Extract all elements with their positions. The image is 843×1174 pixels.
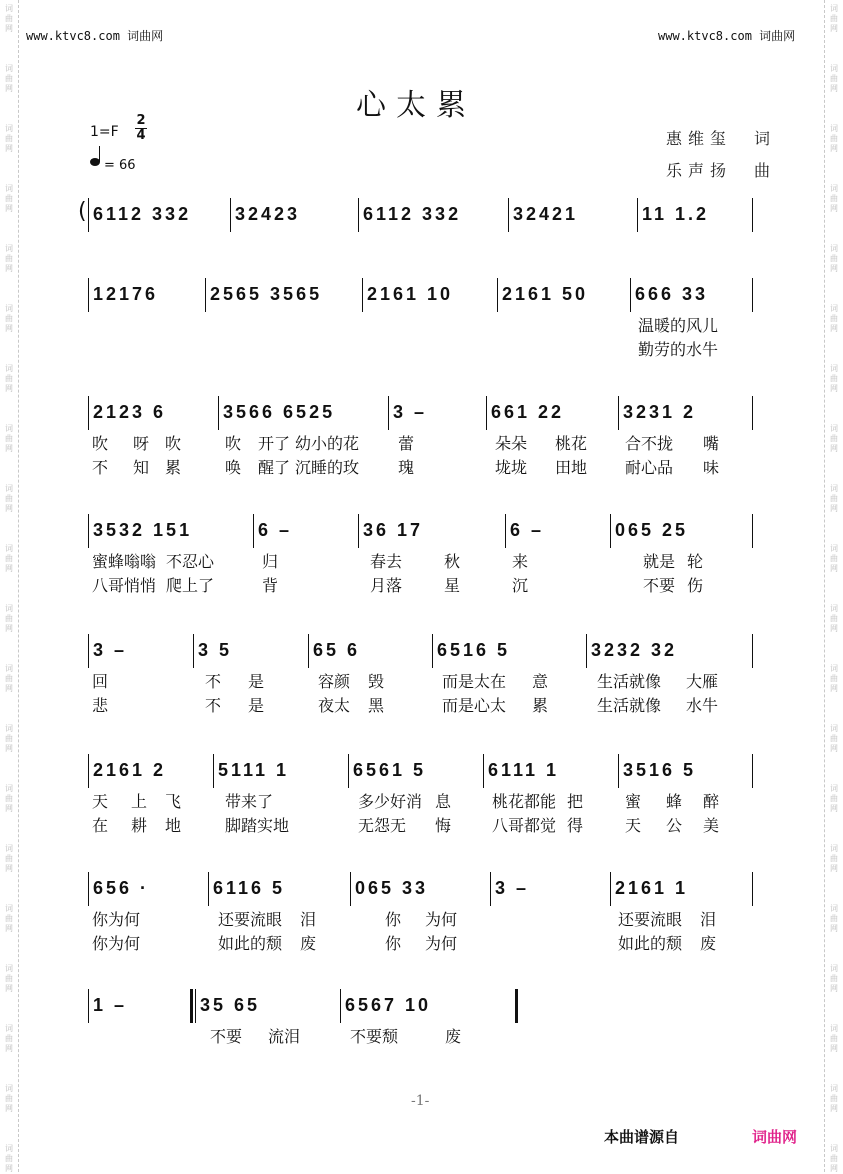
lyric-verse-1: 嘴 [703,434,720,453]
watermark-text: 词 曲 网 [830,1144,838,1173]
measure: 2161 10 [367,284,454,304]
watermark-text: 词 曲 网 [5,1084,13,1113]
lyric-verse-2: 而是心太 [442,696,507,715]
lyric-verse-1: 而是太在 [442,672,507,691]
barline [88,198,89,232]
time-signature-top: 2 [136,113,146,128]
lyric-verse-2: 水牛 [686,696,719,715]
lyric-verse-2: 得 [567,816,584,835]
measure: 6561 5 [353,760,427,780]
watermark-text: 词 曲 网 [830,304,838,333]
barline [88,872,89,906]
barline [253,514,254,548]
barline [618,754,619,788]
watermark-text: 词 曲 网 [830,364,838,393]
lyric-verse-1: 不要颓 [350,1027,399,1046]
barline [610,514,611,548]
measure: 065 33 [355,878,429,898]
lyric-verse-1: 还要流眼 [618,910,683,929]
measure: 2161 2 [93,760,167,780]
barline [358,514,359,548]
lyric-verse-2: 在 [92,816,109,835]
lyric-verse-2: 夜太 [318,696,351,715]
watermark-text: 词 曲 网 [830,184,838,213]
watermark-text: 词 曲 网 [830,964,838,993]
lyric-verse-1: 上 [131,792,148,811]
lyric-verse-1: 醉 [703,792,720,811]
measure: 3532 151 [93,520,193,540]
barline [88,989,89,1023]
lyric-verse-1: 你 [385,910,402,929]
watermark-text: 词 曲 网 [830,4,838,33]
barline [88,754,89,788]
watermark-text: 词 曲 网 [5,304,13,333]
barline [752,634,753,668]
lyric-verse-1: 不要 [210,1027,243,1046]
barline [358,198,359,232]
lyric-verse-2: 背 [262,576,279,595]
barline [483,754,484,788]
measure: 6116 5 [213,878,286,898]
time-signature-bottom: 4 [136,128,146,143]
lyric-verse-1: 息 [435,792,452,811]
measure: 11 1.2 [642,204,710,224]
watermark-text: 词 曲 网 [5,724,13,753]
lyric-verse-2: 你为何 [92,934,141,953]
measure: 3566 6525 [223,402,336,422]
lyric-verse-1: 蜜 [625,792,642,811]
barline [362,278,363,312]
lyric-verse-2: 星 [444,576,461,595]
measure: 32423 [235,204,301,224]
measure: 2161 50 [502,284,589,304]
lyric-verse-1: 容颜 [318,672,351,691]
measure: 6567 10 [345,995,432,1015]
lyric-verse-2: 耐心品 [625,458,674,477]
opening-parenthesis: ( [78,199,87,224]
measure: 6 – [258,520,293,540]
lyric-verse-1: 飞 [165,792,182,811]
source-label: 本曲谱源自 [604,1128,680,1146]
right-margin [824,0,843,1172]
measure: 35 65 [200,995,261,1015]
measure: 6112 332 [93,204,192,224]
measure: 6112 332 [363,204,462,224]
lyric-verse-2: 八哥都觉 [492,816,557,835]
lyric-verse-1: 开了 [258,434,291,453]
barline [340,989,341,1023]
lyric-verse-2: 地 [165,816,182,835]
barline [515,989,518,1023]
lyric-verse-2: 悲 [92,696,109,715]
lyric-verse-1: 意 [532,672,549,691]
measure: 1 – [93,995,128,1015]
barline [630,278,631,312]
barline [586,634,587,668]
page-title: 心太累 [356,88,476,123]
time-signature [135,114,147,143]
barline [508,198,509,232]
lyric-verse-1: 秋 [444,552,461,571]
barline [752,754,753,788]
watermark-text: 词 曲 网 [5,1024,13,1053]
composer-credit: 乐声扬 曲 [666,161,777,180]
lyric-verse-1: 是 [248,672,265,691]
lyric-verse-2: 黑 [368,696,385,715]
repeat-sign [190,989,197,1023]
lyric-verse-1: 毁 [368,672,385,691]
measure: 3516 5 [623,760,697,780]
lyric-verse-2: 醒了 [258,458,291,477]
watermark-text: 词 曲 网 [830,844,838,873]
lyric-verse-1: 泪 [300,910,317,929]
watermark-text: 词 曲 网 [830,784,838,813]
lyric-verse-2: 味 [703,458,720,477]
measure: 3232 32 [591,640,678,660]
measure: 3 – [495,878,530,898]
barline [205,278,206,312]
watermark-text: 词 曲 网 [5,424,13,453]
lyric-verse-2: 唤 [225,458,242,477]
watermark-text: 词 曲 网 [5,64,13,93]
lyric-verse-1: 不 [205,672,222,691]
lyric-verse-1: 蜂 [666,792,683,811]
lyric-verse-1: 就是 [643,552,676,571]
barline [490,872,491,906]
watermark-text: 词 曲 网 [5,844,13,873]
barline [637,198,638,232]
measure: 3231 2 [623,402,697,422]
lyric-verse-1: 吹 [165,434,182,453]
lyric-verse-1: 归 [262,552,279,571]
lyric-verse-1: 吹 [225,434,242,453]
lyricist-credit: 惠维玺 词 [666,129,777,148]
barline [618,396,619,430]
lyric-verse-2: 田地 [555,458,588,477]
lyric-verse-2: 沉 [512,576,529,595]
measure: 3 – [393,402,428,422]
lyric-verse-2: 是 [248,696,265,715]
lyric-verse-2: 月落 [370,576,403,595]
watermark-text: 词 曲 网 [830,664,838,693]
lyric-verse-2: 天 [625,816,642,835]
watermark-text: 词 曲 网 [830,124,838,153]
watermark-text: 词 曲 网 [5,904,13,933]
measure: 2565 3565 [210,284,323,304]
lyric-verse-2: 不 [92,458,109,477]
lyric-verse-2: 生活就像 [597,696,662,715]
barline [505,514,506,548]
measure: 2161 1 [615,878,689,898]
watermark-text: 词 曲 网 [5,1144,13,1173]
watermark-text: 词 曲 网 [5,184,13,213]
lyric-verse-2: 垅垅 [495,458,528,477]
barline [193,634,194,668]
barline [388,396,389,430]
watermark-text: 词 曲 网 [5,604,13,633]
measure: 661 22 [491,402,565,422]
watermark-text: 词 曲 网 [5,544,13,573]
left-margin [0,0,19,1172]
lyric-verse-2: 耕 [131,816,148,835]
lyric-verse-2: 不要 [643,576,676,595]
barline [88,278,89,312]
barline [308,634,309,668]
barline [497,278,498,312]
lyric-verse-1: 带来了 [225,792,274,811]
watermark-text: 词 曲 网 [5,784,13,813]
measure: 65 6 [313,640,361,660]
lyric-verse-1: 呀 [133,434,150,453]
lyric-verse-1: 回 [92,672,109,691]
lyric-verse-1: 朵朵 [495,434,528,453]
lyric-verse-2: 累 [165,458,182,477]
lyric-verse-1: 多少好消 [358,792,423,811]
lyric-verse-2: 伤 [687,576,704,595]
measure: 3 – [93,640,128,660]
lyric-verse-2: 废 [700,934,717,953]
lyric-verse-2: 脚踏实地 [225,816,290,835]
lyric-verse-1: 生活就像 [597,672,662,691]
header-site-right[interactable]: www.ktvc8.com 词曲网 [658,29,796,43]
lyric-verse-1: 流泪 [268,1027,301,1046]
watermark-text: 词 曲 网 [830,544,838,573]
lyric-verse-1: 桃花都能 [492,792,557,811]
lyric-verse-1: 温暖的风儿 [638,316,719,335]
lyric-verse-1: 把 [567,792,584,811]
barline [752,396,753,430]
watermark-text: 词 曲 网 [5,4,13,33]
barline [230,198,231,232]
lyric-verse-1: 还要流眼 [218,910,283,929]
source-site-link[interactable]: 词曲网 [752,1128,798,1146]
lyric-verse-1: 合不拢 [625,434,674,453]
measure: 6516 5 [437,640,511,660]
lyric-verse-2: 为何 [425,934,458,953]
lyric-verse-2: 八哥悄悄 [92,576,157,595]
lyric-verse-2: 美 [703,816,720,835]
lyric-verse-2: 瑰 [398,458,415,477]
note-stem [99,146,100,162]
lyric-verse-2: 废 [300,934,317,953]
lyric-verse-2: 不 [205,696,222,715]
barline [486,396,487,430]
watermark-text: 词 曲 网 [5,964,13,993]
barline [208,872,209,906]
page-number: -1- [411,1093,430,1109]
barline [88,514,89,548]
lyric-verse-2: 爬上了 [166,576,215,595]
barline [752,514,753,548]
lyric-verse-1: 不忍心 [166,552,215,571]
watermark-text: 词 曲 网 [5,124,13,153]
measure: 6111 1 [488,760,560,780]
lyric-verse-2: 你 [385,934,402,953]
lyric-verse-1: 你为何 [92,910,141,929]
lyric-verse-2: 沉睡的玫 [295,458,360,477]
lyric-verse-1: 吹 [92,434,109,453]
measure: 2123 6 [93,402,167,422]
lyric-verse-1: 大雁 [686,672,719,691]
barline [88,634,89,668]
watermark-text: 词 曲 网 [830,604,838,633]
measure: 5111 1 [218,760,290,780]
tempo-value: = 66 [104,158,136,173]
measure: 36 17 [363,520,424,540]
watermark-text: 词 曲 网 [830,724,838,753]
barline [752,198,753,232]
lyric-verse-1: 为何 [425,910,458,929]
lyric-verse-1: 春去 [370,552,403,571]
lyric-verse-1: 轮 [687,552,704,571]
watermark-text: 词 曲 网 [830,244,838,273]
watermark-text: 词 曲 网 [5,664,13,693]
watermark-text: 词 曲 网 [830,64,838,93]
header-site-left[interactable]: www.ktvc8.com 词曲网 [26,29,164,43]
barline [88,396,89,430]
barline [348,754,349,788]
lyric-verse-2: 如此的颓 [618,934,683,953]
barline [218,396,219,430]
measure: 065 25 [615,520,689,540]
lyric-verse-1: 蜜蜂嗡嗡 [92,552,157,571]
measure: 6 – [510,520,545,540]
watermark-text: 词 曲 网 [5,484,13,513]
measure: 32421 [513,204,579,224]
barline [752,872,753,906]
lyric-verse-2: 勤劳的水牛 [638,340,719,359]
lyric-verse-1: 来 [512,552,529,571]
watermark-text: 词 曲 网 [830,1024,838,1053]
watermark-text: 词 曲 网 [830,1084,838,1113]
lyric-verse-2: 知 [133,458,150,477]
lyric-verse-2: 公 [666,816,683,835]
watermark-text: 词 曲 网 [5,244,13,273]
measure: 656 · [93,878,150,898]
watermark-text: 词 曲 网 [830,484,838,513]
watermark-text: 词 曲 网 [5,364,13,393]
watermark-text: 词 曲 网 [830,904,838,933]
lyric-verse-2: 悔 [435,816,452,835]
lyric-verse-2: 如此的颓 [218,934,283,953]
barline [432,634,433,668]
lyric-verse-2: 无怨无 [358,816,407,835]
barline [610,872,611,906]
lyric-verse-1: 蕾 [398,434,415,453]
lyric-verse-1: 废 [445,1027,462,1046]
lyric-verse-2: 累 [532,696,549,715]
lyric-verse-1: 桃花 [555,434,588,453]
barline [213,754,214,788]
lyric-verse-1: 幼小的花 [295,434,360,453]
key-signature: 1=F [90,124,119,140]
measure: 3 5 [198,640,233,660]
barline [752,278,753,312]
lyric-verse-1: 泪 [700,910,717,929]
measure: 12176 [93,284,159,304]
watermark-text: 词 曲 网 [830,424,838,453]
measure: 666 33 [635,284,709,304]
lyric-verse-1: 天 [92,792,109,811]
barline [350,872,351,906]
